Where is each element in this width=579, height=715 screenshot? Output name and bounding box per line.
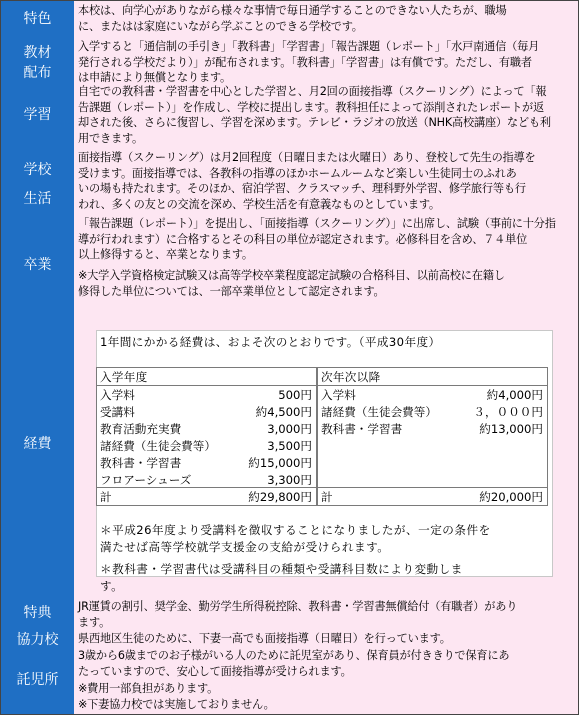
- text-tokushoku: 本校は、向学心がありながら様々な事情で毎日通学することのできない人たちが、職場 に、またはは家庭にいながら学ぶことのできる学校です。: [78, 4, 507, 33]
- text-gakko: 面接指導（スクーリング）は月2回程度（日曜日または火曜日）あり、登校して先生の指導を 受けます。面接指導では、各教科の指導のほかホームルームなど楽しい生徒同士のふれあ いの場も持たれます。そのほか、宿泊学習、クラスマッチ、理科野外学習、修学旅行等も行 われ、多くの友との交流を深め、学校生活を有意義なものとしています。: [78, 151, 536, 211]
- total-amount: 約29,800円: [248, 490, 312, 504]
- total-label: 計: [321, 490, 333, 504]
- cost-item-amount: 3,000円: [267, 422, 312, 436]
- total-label: 計: [100, 490, 112, 504]
- label-sotsugyo: 卒業: [23, 257, 52, 273]
- text-takujisho-main: 3歳から6歳までのお子様がいる人のために託児室があり、保育員が付ききりで保育にあ たっていますので、安心して面接指導が受けられます。: [78, 649, 510, 678]
- cost-item-name: 教科書・学習書: [321, 422, 403, 436]
- table-row: [97, 403, 316, 420]
- cost-note-subsidy: ＊平成26年度より受講料を徴収することになりましたが、一定の条件を 満たせば高等学校就学支援金の支給が受けられます。: [100, 523, 491, 554]
- text-sotsugyo-note: ※大学入学資格検定試験又は高等学校卒業程度認定試験の合格科目、以前高校に在籍し 修得した単位については、一部卒業単位として認定されます。: [78, 269, 505, 298]
- cost-intro: 1年間にかかる経費は、およそ次のとおりです。（平成30年度）: [100, 335, 441, 349]
- text-kyoryokukou: 県西地区生徒のために、下妻一高でも面接指導（日曜日）を行っています。: [78, 632, 451, 645]
- cost-table-first-year: [96, 367, 317, 506]
- later-years-heading: 次年次以降: [321, 370, 381, 384]
- text-takujisho-note2: ※下妻協力校では実施しておりません。: [78, 698, 275, 711]
- cost-item-name: 教育活動充実費: [100, 422, 182, 436]
- table-row: [97, 386, 316, 403]
- text-tokuten: JR運賃の割引、奨学金、勤労学生所得税控除、教科書・学習書無償給付（有職者）があり ます。: [78, 600, 518, 629]
- cost-item-amount: ３，０００円: [473, 405, 543, 419]
- cost-item-amount: 約13,000円: [479, 422, 543, 436]
- cost-item-name: フロアーシューズ: [100, 473, 192, 487]
- table-row: [97, 454, 316, 471]
- label-tokuten: 特典: [23, 605, 52, 621]
- table-row: [318, 420, 547, 437]
- table-row-total: [97, 488, 316, 505]
- cost-item-amount: 約4,500円: [255, 405, 312, 419]
- table-row: [97, 471, 316, 488]
- label-keihi: 経費: [23, 436, 52, 452]
- table-row-total: [318, 488, 547, 505]
- label-tokushoku: 特色: [23, 11, 52, 27]
- cost-item-amount: 約15,000円: [248, 456, 312, 470]
- table-row: [318, 403, 547, 420]
- label-kyoryokukou: 協力校: [16, 632, 59, 648]
- cost-item-amount: 約4,000円: [486, 388, 543, 402]
- text-takujisho-note1: ※費用一部負担があります。: [78, 682, 219, 695]
- cost-item-amount: 3,300円: [267, 473, 312, 487]
- cost-item-name: 受講料: [100, 405, 135, 419]
- table-row: [97, 437, 316, 454]
- label-kyozai-line2: 配布: [23, 65, 52, 81]
- cost-table-later-years: [317, 367, 548, 506]
- text-sotsugyo-main: 「報告課題（レポート）」を提出し、「面接指導（スクーリング）」に出席し、試験（事前に十分指 導が行われます）に合格するとその科目の単位が認定されます。必修科目を含め、７４単位 以上修得すると、卒業となります。: [78, 217, 556, 261]
- cost-item-name: 入学料: [321, 388, 356, 402]
- label-kyozai-line1: 教材: [23, 45, 52, 61]
- table-row: [318, 386, 547, 403]
- cost-note-textbooks: ＊教科書・学習書代は受講科目の種類や受講科目数により変動しま す。: [100, 562, 463, 593]
- label-takujisho: 託児所: [16, 672, 59, 688]
- cost-item-name: 教科書・学習書: [100, 456, 182, 470]
- cost-item-name: 諸経費（生徒会費等）: [100, 439, 216, 453]
- cost-item-amount: 500円: [278, 388, 312, 402]
- cost-item-name: 入学料: [100, 388, 135, 402]
- total-amount: 約20,000円: [479, 490, 543, 504]
- label-gakushu: 学習: [23, 107, 52, 123]
- text-gakushu: 自宅での教科書・学習書を中心とした学習と、月2回の面接指導（スクーリング）によって「報 告課題（レポート）」を作成し、学校に提出します。教科担任によって添削されたレポートが返 却された後、さらに復習し、学習を深めます。テレビ・ラジオの放送（NHK高校講座）なども利 用できます。: [78, 85, 551, 145]
- cost-item-name: 諸経費（生徒会費等）: [321, 405, 437, 419]
- cost-item-amount: 3,500円: [267, 439, 312, 453]
- label-gakko-line1: 学校: [23, 162, 52, 178]
- first-year-heading: 入学年度: [100, 370, 148, 384]
- table-row: [97, 420, 316, 437]
- label-gakko-line2: 生活: [23, 191, 52, 207]
- text-kyozai: 入学すると「通信制の手引き」「教科書」「学習書」「報告課題（レポート」「水戸南通信（毎月 発行される学校だより）」が配布されます。「教科書」「学習書」は有償です。ただし、有職者 は申請により無償となります。: [78, 40, 540, 84]
